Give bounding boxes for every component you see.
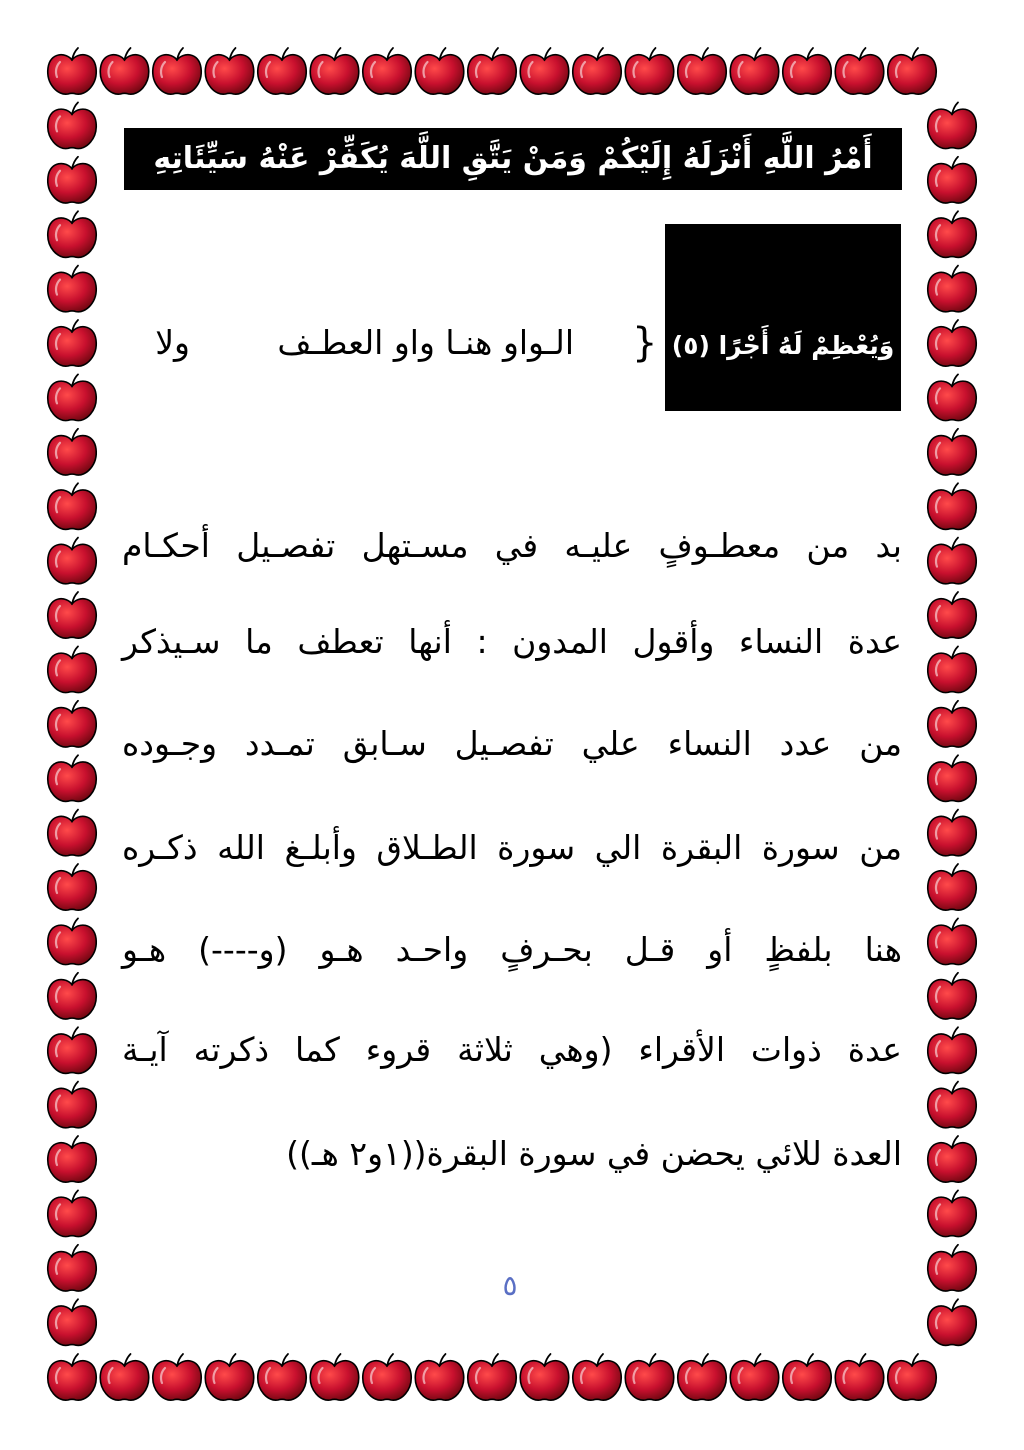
red-apple-icon <box>48 810 96 856</box>
red-apple-icon <box>48 1190 96 1236</box>
red-apple-icon <box>573 48 621 94</box>
red-apple-icon <box>928 211 976 257</box>
red-apple-icon <box>928 973 976 1019</box>
body-line-7: العدة للائي يحضن في سورة البقرة((١و٢ هـ)) <box>286 1134 902 1173</box>
red-apple-icon <box>48 701 96 747</box>
red-apple-icon <box>100 1354 148 1400</box>
red-apple-icon <box>928 157 976 203</box>
red-apple-icon <box>928 266 976 312</box>
curly-brace: } <box>632 320 658 366</box>
red-apple-icon <box>310 48 358 94</box>
red-apple-icon <box>48 592 96 638</box>
body-line-5: هنا بلفظٍ أو قـل بحـرفٍ واحـد هـو (و----) هـو <box>122 930 902 969</box>
red-apple-icon <box>730 1354 778 1400</box>
red-apple-icon <box>48 755 96 801</box>
red-apple-icon <box>205 1354 253 1400</box>
red-apple-icon <box>48 102 96 148</box>
waw-explanation: الـواو هنـا واو العطـف <box>277 323 574 362</box>
red-apple-icon <box>783 48 831 94</box>
red-apple-icon <box>928 429 976 475</box>
red-apple-icon <box>888 1354 936 1400</box>
red-apple-icon <box>928 864 976 910</box>
red-apple-icon <box>415 48 463 94</box>
red-apple-icon <box>678 48 726 94</box>
red-apple-icon <box>928 1299 976 1345</box>
red-apple-icon <box>48 973 96 1019</box>
red-apple-icon <box>928 592 976 638</box>
red-apple-icon <box>48 483 96 529</box>
red-apple-icon <box>48 1082 96 1128</box>
red-apple-icon <box>928 483 976 529</box>
red-apple-icon <box>48 538 96 584</box>
red-apple-icon <box>835 48 883 94</box>
red-apple-icon <box>625 48 673 94</box>
red-apple-icon <box>835 1354 883 1400</box>
red-apple-icon <box>48 429 96 475</box>
red-apple-icon <box>48 211 96 257</box>
red-apple-icon <box>573 1354 621 1400</box>
red-apple-icon <box>48 1027 96 1073</box>
red-apple-icon <box>678 1354 726 1400</box>
red-apple-icon <box>928 374 976 420</box>
red-apple-icon <box>928 102 976 148</box>
verse-box-text: وَيُعْظِمْ لَهُ أَجْرًا (٥) <box>671 331 895 360</box>
red-apple-icon <box>48 157 96 203</box>
body-line-2: عدة النساء وأقول المدون : أنها تعطف ما سـيذكر <box>122 622 902 661</box>
red-apple-icon <box>928 755 976 801</box>
red-apple-icon <box>888 48 936 94</box>
red-apple-icon <box>48 374 96 420</box>
red-apple-icon <box>48 864 96 910</box>
red-apple-icon <box>625 1354 673 1400</box>
red-apple-icon <box>783 1354 831 1400</box>
red-apple-icon <box>928 320 976 366</box>
red-apple-icon <box>48 1136 96 1182</box>
red-apple-icon <box>310 1354 358 1400</box>
red-apple-icon <box>928 1136 976 1182</box>
wala-word: ولا <box>155 323 190 362</box>
red-apple-icon <box>928 918 976 964</box>
body-line-6: عدة ذوات الأقراء (وهي ثلاثة قروء كما ذكرته آيـة <box>122 1030 902 1069</box>
red-apple-icon <box>48 266 96 312</box>
red-apple-icon <box>468 1354 516 1400</box>
red-apple-icon <box>363 48 411 94</box>
red-apple-icon <box>928 1190 976 1236</box>
body-line-3: من عدد النساء علي تفصـيل سـابق تمـدد وجـوده <box>122 724 902 763</box>
red-apple-icon <box>48 646 96 692</box>
red-apple-icon <box>205 48 253 94</box>
verse-banner: أَمْرُ اللَّهِ أَنْزَلَهُ إِلَيْكُمْ وَمَنْ يَتَّقِ اللَّهَ يُكَفِّرْ عَنْهُ سَيِّئَاتِهِ <box>124 128 902 190</box>
red-apple-icon <box>258 1354 306 1400</box>
red-apple-icon <box>48 1299 96 1345</box>
red-apple-icon <box>928 1082 976 1128</box>
red-apple-icon <box>48 1354 96 1400</box>
page-number: ٥ <box>502 1269 518 1302</box>
red-apple-icon <box>48 48 96 94</box>
verse-box <box>665 224 901 411</box>
red-apple-icon <box>153 1354 201 1400</box>
red-apple-icon <box>363 1354 411 1400</box>
red-apple-icon <box>415 1354 463 1400</box>
red-apple-icon <box>48 320 96 366</box>
red-apple-icon <box>48 1245 96 1291</box>
red-apple-icon <box>48 918 96 964</box>
red-apple-icon <box>468 48 516 94</box>
red-apple-icon <box>928 810 976 856</box>
red-apple-icon <box>258 48 306 94</box>
red-apple-icon <box>928 646 976 692</box>
red-apple-icon <box>520 48 568 94</box>
red-apple-icon <box>928 1027 976 1073</box>
red-apple-icon <box>928 1245 976 1291</box>
red-apple-icon <box>928 538 976 584</box>
body-line-1: بد من معطـوفٍ عليـه في مسـتهل تفصـيل أحكـام <box>122 526 902 565</box>
red-apple-icon <box>520 1354 568 1400</box>
red-apple-icon <box>730 48 778 94</box>
red-apple-icon <box>153 48 201 94</box>
body-line-4: من سورة البقرة الي سورة الطـلاق وأبلـغ الله ذكـره <box>122 828 902 867</box>
red-apple-icon <box>100 48 148 94</box>
red-apple-icon <box>928 701 976 747</box>
